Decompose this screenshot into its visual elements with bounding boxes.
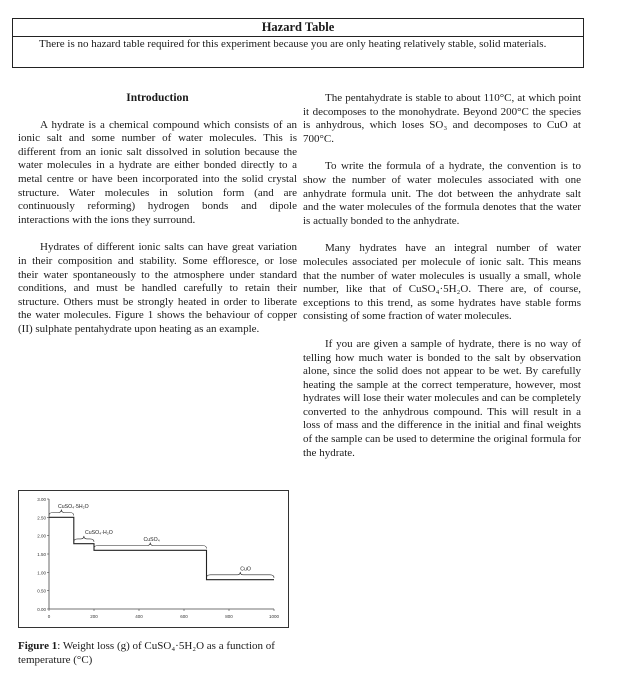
brace-pentahydrate <box>49 510 74 516</box>
introduction-heading: Introduction <box>126 92 189 104</box>
x-tick-label: 400 <box>135 614 143 619</box>
y-tick-label: 3.00 <box>37 497 46 502</box>
y-tick-label: 0.50 <box>37 588 46 594</box>
figure-1-chart <box>18 490 289 628</box>
x-tick-label: 800 <box>225 614 233 619</box>
intro-paragraph-2: Hydrates of different ionic salts can have great variation in their composition and stability. Some effloresce, or lose their water spontaneously to the atmosphere under standard conditions, and must be handled carefully to retain their structure. Others must be strongly heated in order to liberate the water molecules. Figure 1 shows the behaviour of copper (II) sulphate pentahydrate upon heating as an example. <box>18 241 297 335</box>
brace-cuo <box>207 572 275 578</box>
intro-paragraph-1: A hydrate is a chemical compound which consists of an ionic salt and some number of water molecules. This is different from an ionic salt dissolved in solution because the water molecules in a hydrate are either bonded directly to a metal centre or have been incorporated into the solid crystal structure. Water molecules in solution form (and are continuously reforming) hydrogen bonds and dipole interactions with the ions they surround. <box>18 118 297 226</box>
annotation-label: CuSO₄·5H₂O <box>58 504 89 511</box>
right-paragraph-1: The pentahydrate is stable to about 110°C, at which point it decomposes to the monohydrate. Beyond 200°C the species is anhydrous, which loses SO₃ and decomposes to CuO at 700°C. <box>303 92 581 145</box>
annotation-label: CuO <box>240 566 251 573</box>
caption-label: Figure 1 <box>18 640 58 652</box>
y-tick-label: 2.00 <box>37 533 46 539</box>
y-tick-label: 2.50 <box>37 515 46 521</box>
y-tick-label: 1.50 <box>37 552 46 557</box>
right-column <box>303 92 581 460</box>
x-tick-label: 0 <box>47 614 51 619</box>
figure-1-caption <box>18 640 297 667</box>
right-paragraph-2: To write the formula of a hydrate, the convention is to show the number of water molecules associated with one anhydrate formula unit. The dot between the anhydrate salt and the water molecules of the formula denotes that the water is actually bonded to the anhydrate. <box>303 160 581 227</box>
annotation-label: CuSO₄ <box>143 537 160 544</box>
right-paragraph-3: Many hydrates have an integral number of water molecules associated per molecule of ionic salt. This means that the number of water molecules is usually a small, whole number, like that of CuSO₄·5H₂O. There are, of course, exceptions to this trend, as some hydrates have stable forms consisting of some fraction of water molecules. <box>303 242 581 323</box>
x-tick-label: 1000 <box>268 614 280 619</box>
hazard-table-title: Hazard Table <box>13 19 583 37</box>
brace-monohydrate <box>74 536 94 542</box>
weight-loss-chart-svg <box>19 491 288 627</box>
brace-anhydrous <box>94 543 207 549</box>
x-tick-label: 200 <box>90 614 98 619</box>
hazard-table <box>12 18 584 68</box>
hazard-table-body: There is no hazard table required for this experiment because you are only heating relatively stable, solid materials. <box>39 38 547 50</box>
annotation-label: CuSO₄·H₂O <box>85 529 113 536</box>
y-tick-label: 0.00 <box>37 607 46 612</box>
left-column <box>18 92 297 337</box>
right-paragraph-4: If you are given a sample of hydrate, there is no way of telling how much water is bonded to the salt by observation alone, since the solid does not appear to be wet. By carefully heating the sample at the correct temperature, however, most hydrates will lose their water molecules and can be completely converted to the anhydrous compound. This will result in a loss of mass and the difference in the initial and final weights of the sample can be used to determine the original formula for the hydrate. <box>303 337 581 459</box>
y-tick-label: 1.00 <box>37 570 46 576</box>
caption-text: : Weight loss (g) of CuSO₄·5H₂O as a function of temperature (°C) <box>18 640 275 666</box>
x-tick-label: 600 <box>180 614 188 619</box>
